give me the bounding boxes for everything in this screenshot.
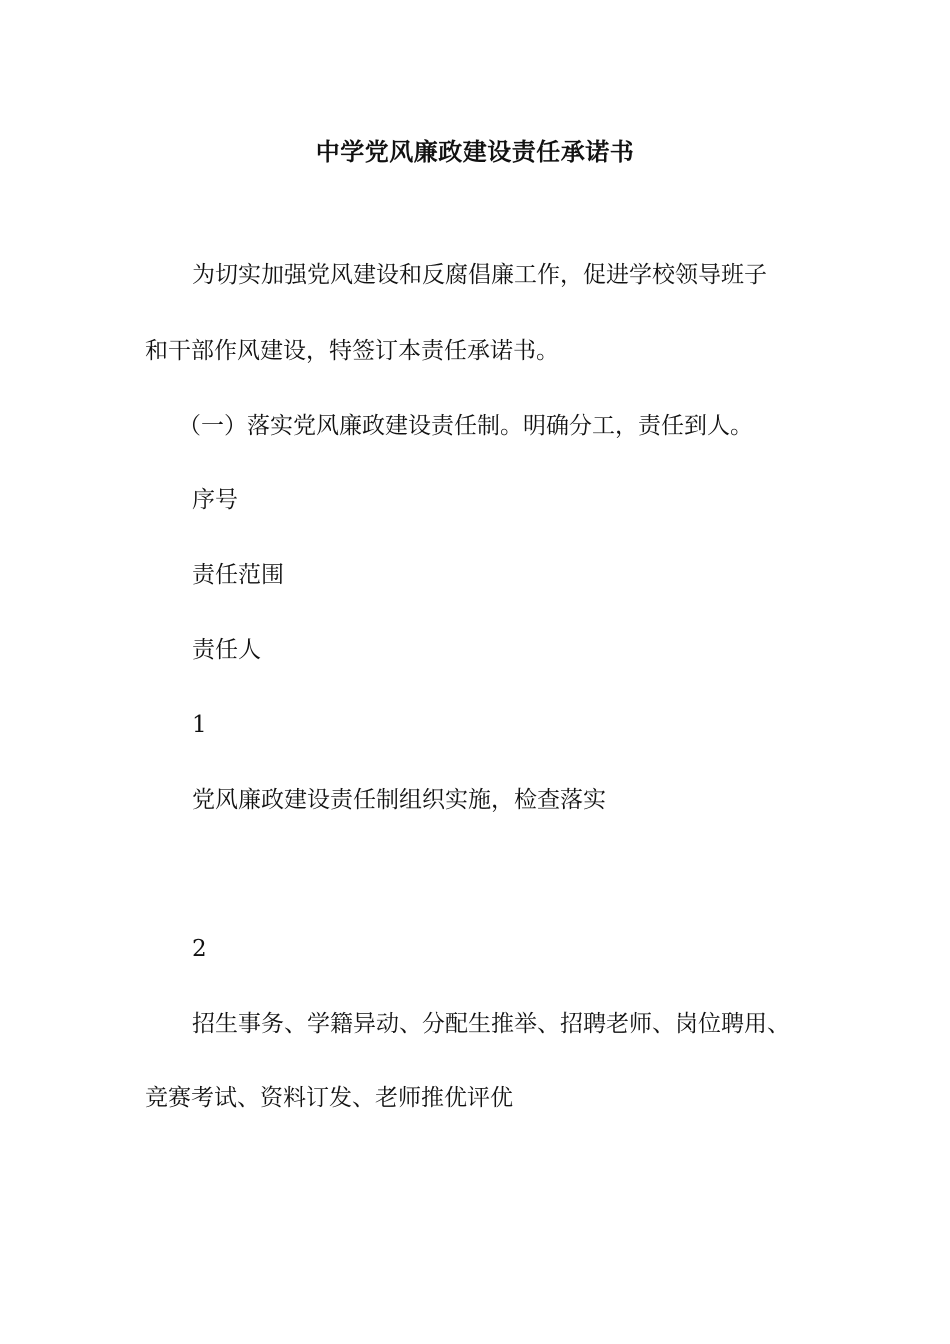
intro-paragraph-line-2: 和干部作风建设，特签订本责任承诺书。 bbox=[145, 338, 559, 364]
table-row-1-number: 1 bbox=[192, 712, 207, 738]
intro-paragraph-line-1: 为切实加强党风建设和反腐倡廉工作，促进学校领导班子 bbox=[192, 262, 767, 288]
table-header-person: 责任人 bbox=[192, 637, 261, 663]
table-row-2-scope-line-2: 竞赛考试、资料订发、老师推优评优 bbox=[145, 1085, 513, 1111]
table-header-number: 序号 bbox=[192, 487, 238, 513]
document-title: 中学党风廉政建设责任承诺书 bbox=[315, 137, 635, 166]
table-row-2-scope-line-1: 招生事务、学籍异动、分配生推举、招聘老师、岗位聘用、 bbox=[192, 1011, 790, 1037]
section-heading: （一）落实党风廉政建设责任制。明确分工，责任到人。 bbox=[178, 413, 753, 439]
table-header-scope: 责任范围 bbox=[192, 562, 284, 588]
table-row-1-scope: 党风廉政建设责任制组织实施，检查落实 bbox=[192, 787, 606, 813]
table-row-2-number: 2 bbox=[192, 936, 207, 962]
